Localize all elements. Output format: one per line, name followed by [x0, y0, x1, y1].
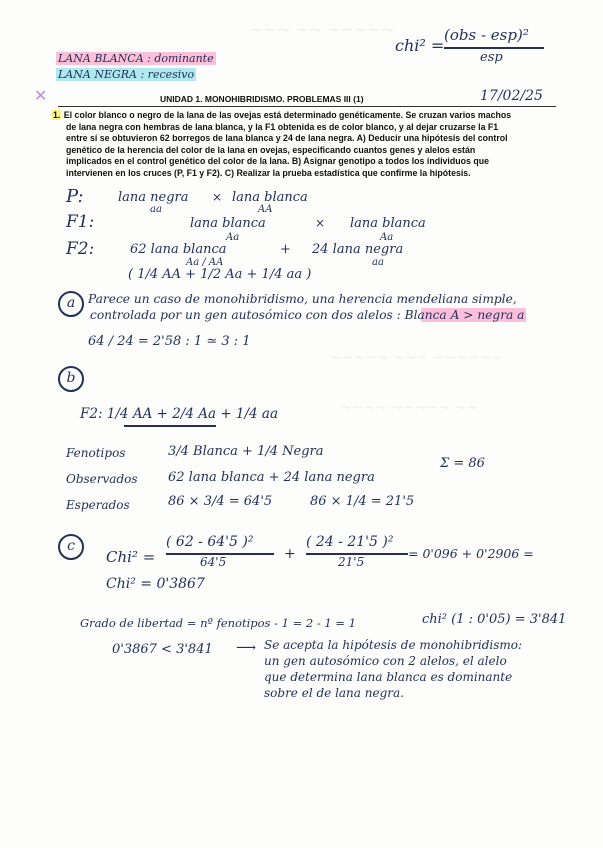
phenotypes-label: Fenotipos [66, 446, 126, 460]
observed-label: Observados [66, 472, 138, 486]
part-a-marker: a [58, 291, 84, 317]
problem-line-6: intervienen en los cruces (P, F1 y F2). C) Realizar la prueba estadística que confirme la hipótesis. [66, 167, 471, 178]
conclusion-line-1: Se acepta la hipótesis de monohibridismo: [264, 638, 523, 652]
f1-left: lana blanca [190, 216, 266, 231]
bleed-through: ~~~ ~~ ~~~~~ [250, 20, 395, 39]
part-b-f2-underline [124, 425, 216, 427]
p-left-genotype: aa [150, 204, 162, 215]
part-a-text-2: controlada por un gen autosómico con dos alelos : Blanca A > negra a [90, 308, 525, 322]
bleed-through: ~~~~ ~~~~~ ~~ [340, 400, 478, 416]
conclusion-line-2: un gen autosómico con 2 alelos, el alelo [264, 654, 507, 668]
observed-sum: Σ = 86 [440, 456, 485, 471]
conclusion-line-3: que determina lana blanca es dominante [264, 670, 513, 684]
legend-black: LANA NEGRA : recesivo [58, 68, 195, 81]
header-underline [58, 106, 556, 107]
chi-final: Chi² = 0'3867 [106, 576, 205, 592]
chi-plus: + [284, 546, 296, 562]
problem-statement [52, 110, 562, 180]
bleed-through: ~~~~~ ~~~ ~~~~~~ [330, 350, 504, 366]
degrees-of-freedom: Grado de libertad = nº fenotipos - 1 = 2 - 1 = 1 [80, 616, 357, 630]
chi-lhs: Chi² = [106, 548, 156, 566]
f2-left: 62 lana blanca [130, 242, 227, 257]
unit-title: UNIDAD 1. MONOHIBRIDISMO. PROBLEMAS III (1) [160, 94, 364, 104]
p-label: P: [66, 186, 84, 207]
p-cross: × [212, 190, 223, 204]
problem-line-1: El color blanco o negro de la lana de las ovejas está determinado genéticamente. Se cruzan varios machos [63, 110, 512, 120]
expected-black: 86 × 1/4 = 21'5 [310, 494, 415, 509]
f2-ratio: ( 1/4 AA + 1/2 Aa + 1/4 aa ) [128, 267, 312, 282]
f2-plus: + [280, 242, 291, 257]
problem-line-3: entre sí se obtuvieron 62 borregos de lana blanca y 24 de lana negra. A) Deducir una hipótesis del control [66, 133, 508, 144]
expected-white: 86 × 3/4 = 64'5 [168, 494, 273, 509]
date: 17/02/25 [480, 88, 543, 104]
f1-right-genotype: Aa [380, 232, 394, 243]
chi-formula-den: esp [480, 50, 503, 65]
f1-cross: × [315, 216, 326, 230]
part-a-ratio: 64 / 24 = 2'58 : 1 ≃ 3 : 1 [88, 334, 251, 349]
conclusion-line-4: sobre el de lana negra. [264, 686, 404, 700]
problem-line-4: genético de la herencia del color de la lana en ovejas, especificando cuantos genes y alelos están [66, 144, 476, 155]
chi-term2-den: 21'5 [338, 555, 365, 569]
expected-label: Esperados [66, 498, 130, 512]
comparison: 0'3867 < 3'841 [112, 642, 213, 657]
part-b-marker: b [58, 366, 84, 392]
phenotypes-values: 3/4 Blanca + 1/4 Negra [168, 444, 324, 459]
problem-line-2: de lana negra con hembras de lana blanca, y la F1 obtenida es de color blanco, y al dejar cruzarse la F1 [66, 121, 499, 132]
part-c-marker: c [58, 534, 84, 560]
cross-out-mark: ✕ [34, 86, 48, 105]
legend-white: LANA BLANCA : dominante [58, 52, 214, 65]
p-right: lana blanca [232, 190, 308, 205]
chi-term1-num: ( 62 - 64'5 )² [166, 534, 254, 550]
observed-values: 62 lana blanca + 24 lana negra [168, 470, 375, 485]
chi-term1-den: 64'5 [200, 555, 227, 569]
chi-formula-num: (obs - esp)² [444, 26, 529, 44]
f1-left-genotype: Aa [226, 232, 240, 243]
problem-number: 1. [53, 110, 61, 120]
part-a-text-1: Parece un caso de monohibridismo, una herencia mendeliana simple, [88, 292, 517, 306]
f2-right: 24 lana negra [312, 242, 404, 257]
problem-line-5: implicados en el control genético del color de la lana. B) Asignar genotipo a todos los individuos que [66, 156, 489, 167]
chi-table-value: chi² (1 : 0'05) = 3'841 [422, 612, 567, 627]
f2-left-genotype: Aa / AA [186, 257, 224, 268]
f2-label: F2: [66, 239, 95, 259]
f1-right: lana blanca [350, 216, 426, 231]
chi-formula-lhs: chi² = [395, 36, 445, 55]
conclusion-arrow: ⟶ [236, 640, 257, 656]
f1-label: F1: [66, 212, 95, 232]
chi-sum: = 0'096 + 0'2906 = [408, 546, 534, 561]
chi-formula-bar [444, 47, 544, 49]
chi-term2-num: ( 24 - 21'5 )² [306, 534, 394, 550]
part-b-f2: F2: 1/4 AA + 2/4 Aa + 1/4 aa [80, 406, 279, 422]
p-left: lana negra [118, 190, 189, 205]
p-right-genotype: AA [258, 204, 273, 215]
f2-right-genotype: aa [372, 257, 384, 268]
